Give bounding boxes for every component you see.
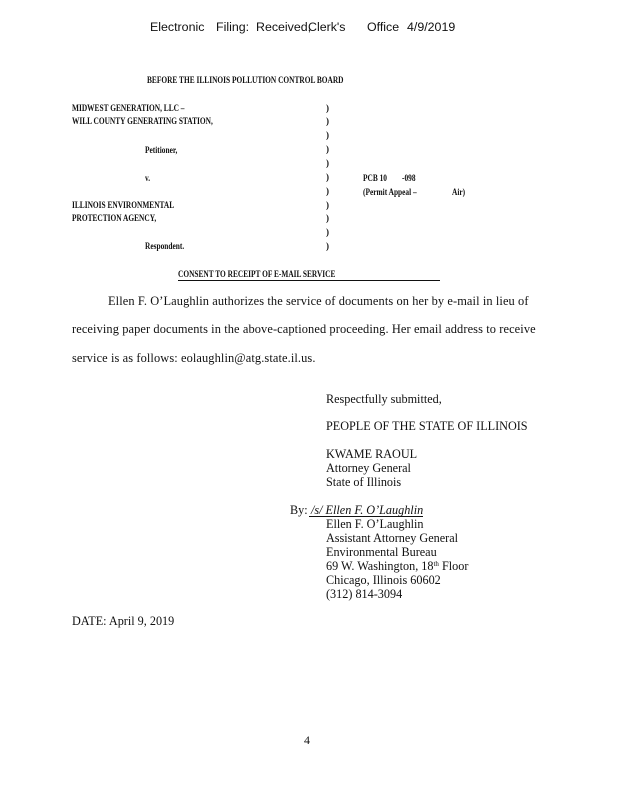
street-address-floor: Floor <box>441 559 469 573</box>
phone-number: (312) 814-3094 <box>326 587 403 601</box>
caption-paren: ) <box>326 213 329 223</box>
respondent-label: Respondent. <box>145 241 185 251</box>
petitioner-name-line2: WILL COUNTY GENERATING STATION, <box>72 116 213 126</box>
caption-paren: ) <box>326 186 329 196</box>
body-line-2: receiving paper documents in the above-captioned proceeding. Her email address to receive <box>72 322 536 336</box>
bureau-name: Environmental Bureau <box>326 545 437 559</box>
filing-header-filing: Filing: <box>216 20 250 34</box>
attorney-general-title: Attorney General <box>326 461 411 475</box>
board-title: BEFORE THE ILLINOIS POLLUTION CONTROL BOARD <box>147 75 344 85</box>
electronic-signature: /s/ Ellen F. O’Laughlin <box>311 503 424 517</box>
caption-paren: ) <box>326 241 329 251</box>
permit-appeal-air: Air) <box>452 187 466 197</box>
body-line-3: service is as follows: eolaughlin@atg.state.il.us. <box>72 351 316 365</box>
caption-paren: ) <box>326 130 329 140</box>
permit-appeal-label: (Permit Appeal – <box>363 187 417 197</box>
attorney-general-name: KWAME RAOUL <box>326 447 418 461</box>
closing: Respectfully submitted, <box>326 392 442 406</box>
street-address <box>326 559 468 573</box>
caption-paren: ) <box>326 158 329 168</box>
case-number-prefix: PCB 10 <box>363 173 387 183</box>
by-label: By: <box>290 503 308 517</box>
filing-header-office: Office <box>367 20 400 34</box>
filing-header-electronic: Electronic <box>150 20 205 34</box>
page-number: 4 <box>304 733 310 747</box>
people-of-state: PEOPLE OF THE STATE OF ILLINOIS <box>326 419 528 433</box>
respondent-name-line2: PROTECTION AGENCY, <box>72 213 157 223</box>
date-line: DATE: April 9, 2019 <box>72 614 175 628</box>
respondent-name-line1: ILLINOIS ENVIRONMENTAL <box>72 200 175 210</box>
case-number-suffix: -098 <box>402 173 416 183</box>
versus-label: v. <box>145 173 151 183</box>
street-address-line: 69 W. Washington, 18 <box>326 559 434 573</box>
filing-header-date: 4/9/2019 <box>407 20 456 34</box>
caption-paren: ) <box>326 172 329 182</box>
petitioner-label: Petitioner, <box>145 145 178 155</box>
filing-header-clerks: Clerk's <box>308 20 346 34</box>
attorney-general-state: State of Illinois <box>326 475 402 489</box>
signer-title: Assistant Attorney General <box>326 531 459 545</box>
document-title: CONSENT TO RECEIPT OF E-MAIL SERVICE <box>178 269 336 279</box>
document-title-underline <box>178 280 440 281</box>
caption-paren: ) <box>326 103 329 113</box>
street-address-ordinal: th <box>433 560 439 568</box>
caption-paren: ) <box>326 227 329 237</box>
caption-paren: ) <box>326 144 329 154</box>
filing-header-received: Received, <box>256 20 312 34</box>
city-address: Chicago, Illinois 60602 <box>326 573 441 587</box>
petitioner-name-line1: MIDWEST GENERATION, LLC – <box>72 103 185 113</box>
body-line-1: Ellen F. O’Laughlin authorizes the service of documents on her by e-mail in lieu of <box>108 294 529 308</box>
signer-name: Ellen F. O’Laughlin <box>326 517 424 531</box>
caption-paren: ) <box>326 200 329 210</box>
caption-paren: ) <box>326 116 329 126</box>
